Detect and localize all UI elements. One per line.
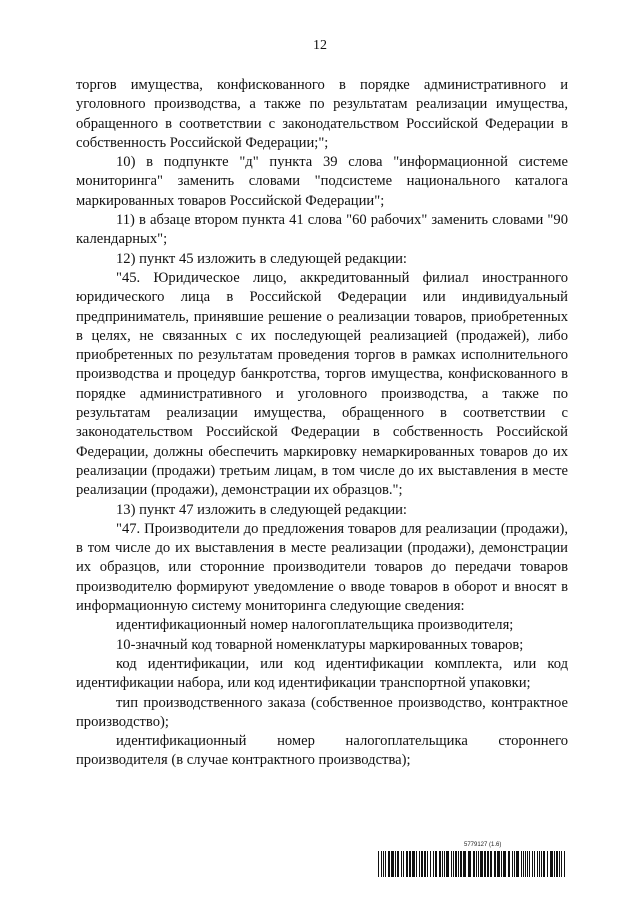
paragraph: код идентификации, или код идентификации комплекта, или код идентификации набора, или код идентификации транспортной упаковки; [76,655,568,692]
document-body [76,76,568,771]
paragraph: 13) пункт 47 изложить в следующей редакции: [116,501,407,518]
barcode-icon [378,851,568,877]
paragraph: торгов имущества, конфискованного в порядке административного и уголовного производства, а также по результатам реализации имущества, обращенного в соответствии с законодательством Российской Федерации в собственность Российской Федерации;"; [76,77,568,151]
paragraph: идентификационный номер налогоплательщика производителя; [116,617,514,634]
paragraph: 11) в абзаце втором пункта 41 слова "60 рабочих" заменить словами "90 календарных"; [76,212,568,248]
paragraph: "47. Производители до предложения товаров для реализации (продажи), в том числе до их выставления в месте реализации (продажи), демонстрации их образцов, или сторонние производители товаров до передачи товаров производителю формируют уведомление о вводе товаров в оборот и вносят в информационную систему мониторинга следующие сведения: [76,520,568,615]
paragraph: тип производственного заказа (собственное производство, контрактное производство); [76,694,568,730]
document-code: 5779127 (1.6) [464,842,502,848]
paragraph: 10) в подпункте "д" пункта 39 слова "информационной системе мониторинга" заменить словами "подсистеме национального каталога маркированных товаров Российской Федерации"; [76,154,568,209]
paragraph: идентификационный номер налогоплательщика стороннего производителя (в случае контрактного производства); [76,733,568,769]
page-number: 12 [313,38,327,53]
paragraph: "45. Юридическое лицо, аккредитованный филиал иностранного юридического лица в Российской Федерации или индивидуальный предприниматель, принявшие решение о реализации товаров, приобретенных в целях, не связанных с их последующей реализацией (продажей), либо приобретенных по результатам проведения торгов в рамках исполнительного производства и процедур банкротства, торгов имущества, конфискованного в порядке административного и уголовного производства, а также по результатам реализации имущества, обращенного в соответствии с законодательством Российской Федерации в собственность Российской Федерации, должны обеспечить маркировку немаркированных товаров до их реализации (продажи) третьим лицам, в том числе до их выставления в месте реализации (продажи), демонстрации их образцов."; [76,269,568,499]
paragraph: 12) пункт 45 изложить в следующей редакции: [116,250,407,267]
paragraph: 10-значный код товарной номенклатуры маркированных товаров; [116,636,524,653]
